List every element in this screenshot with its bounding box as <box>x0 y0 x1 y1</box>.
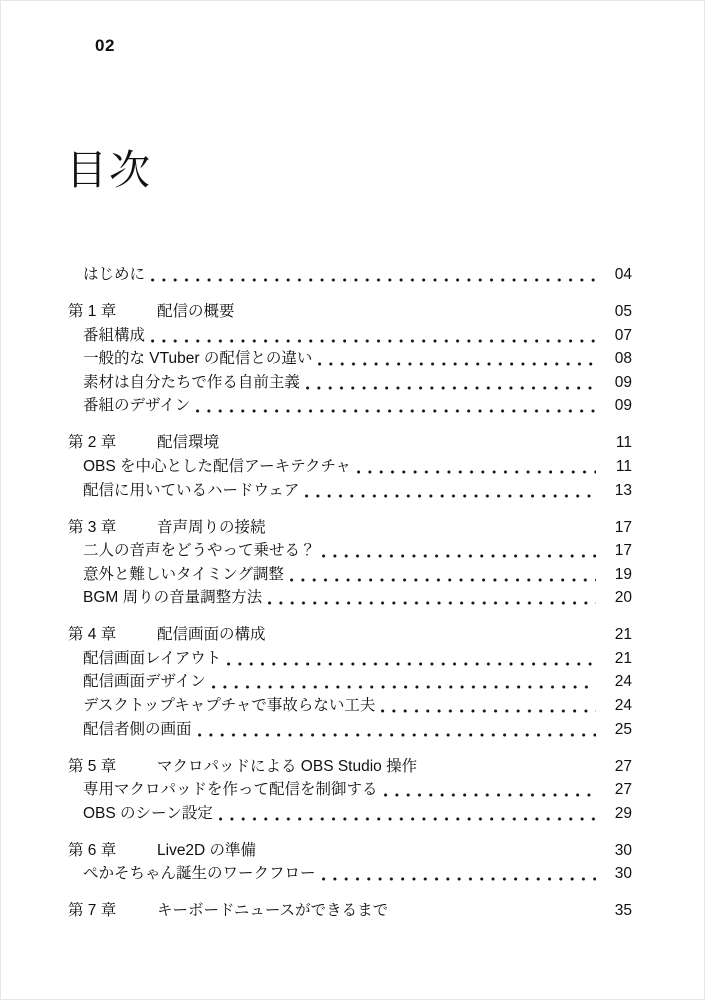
toc-entry-label: OBS のシーン設定 <box>83 804 213 822</box>
toc-chapter-number: 第 1 章 <box>68 302 117 320</box>
toc-row <box>68 539 632 563</box>
toc-entry-label: 配信画面の構成 <box>157 626 266 644</box>
toc-entry-label: BGM 周りの音量調整方法 <box>83 589 263 607</box>
toc-entry-page: 11 <box>615 457 632 475</box>
dot-leader <box>290 563 596 587</box>
dot-leader <box>357 455 596 479</box>
dot-leader <box>151 263 596 287</box>
toc-row <box>68 862 632 886</box>
toc-entry-page: 09 <box>614 397 632 415</box>
toc-row <box>68 371 632 395</box>
toc-entry-label: 一般的な VTuber の配信との違い <box>83 350 313 368</box>
page-number: 02 <box>95 36 115 55</box>
toc-entry-label: 配信画面デザイン <box>83 673 206 691</box>
dot-leader <box>198 718 596 742</box>
toc-entry-label: 配信環境 <box>157 434 220 452</box>
toc-entry-label: ぺかそちゃん誕生のワークフロー <box>83 865 316 883</box>
toc-row <box>68 839 632 863</box>
dot-leader <box>318 347 596 371</box>
toc-row <box>68 431 632 455</box>
dot-leader <box>151 324 596 348</box>
toc-row <box>68 479 632 503</box>
toc-entry-page: 21 <box>614 649 632 667</box>
toc-entry-label: 素材は自分たちで作る自前主義 <box>83 373 300 391</box>
toc-row <box>68 718 632 742</box>
toc-entry-page: 25 <box>614 720 632 738</box>
dot-leader <box>322 862 596 886</box>
toc-row <box>68 623 632 647</box>
toc-entry-label: 音声周りの接続 <box>157 518 266 536</box>
table-of-contents <box>68 263 632 923</box>
toc-chapter-number: 第 4 章 <box>68 626 117 644</box>
toc-entry-label: 配信の概要 <box>157 302 235 320</box>
toc-row <box>68 455 632 479</box>
toc-entry-page: 30 <box>614 841 632 859</box>
toc-entry-label: 配信に用いているハードウェア <box>83 481 300 499</box>
toc-row <box>68 802 632 826</box>
toc-row <box>68 394 632 418</box>
toc-entry-page: 19 <box>614 565 632 583</box>
toc-row <box>68 516 632 540</box>
toc-row <box>68 778 632 802</box>
toc-entry-label: マクロパッドによる OBS Studio 操作 <box>157 757 418 775</box>
dot-leader <box>196 394 596 418</box>
dot-leader <box>306 371 596 395</box>
toc-entry-page: 24 <box>614 697 632 715</box>
toc-entry-label: 配信画面レイアウト <box>83 649 222 667</box>
toc-chapter-number: 第 5 章 <box>68 757 117 775</box>
toc-entry-page: 11 <box>615 434 632 452</box>
toc-chapter-number: 第 3 章 <box>68 518 117 536</box>
toc-row <box>68 586 632 610</box>
toc-entry-page: 27 <box>614 757 632 775</box>
toc-entry-page: 05 <box>614 302 632 320</box>
toc-entry-label: Live2D の準備 <box>157 841 257 859</box>
toc-entry-label: デスクトップキャプチャで事故らない工夫 <box>83 697 376 715</box>
toc-entry-page: 30 <box>614 865 632 883</box>
toc-row <box>68 347 632 371</box>
toc-chapter-number: 第 2 章 <box>68 434 117 452</box>
toc-entry-label: OBS を中心とした配信アーキテクチャ <box>83 457 351 475</box>
toc-entry-page: 08 <box>614 350 632 368</box>
toc-entry-page: 09 <box>614 373 632 391</box>
toc-row <box>68 647 632 671</box>
toc-entry-label: 二人の音声をどうやって乗せる？ <box>83 542 316 560</box>
toc-entry-label: キーボードニュースができるまで <box>157 902 389 920</box>
toc-chapter-number: 第 6 章 <box>68 841 117 859</box>
toc-row <box>68 670 632 694</box>
toc-row <box>68 300 632 324</box>
dot-leader <box>227 647 596 671</box>
dot-leader <box>268 586 596 610</box>
toc-entry-page: 17 <box>614 542 632 560</box>
toc-entry-page: 17 <box>614 518 632 536</box>
toc-entry-page: 24 <box>614 673 632 691</box>
dot-leader <box>219 802 596 826</box>
toc-row <box>68 563 632 587</box>
toc-entry-page: 29 <box>614 804 632 822</box>
dot-leader <box>384 778 596 802</box>
toc-entry-label: はじめに <box>83 266 146 283</box>
dot-leader <box>212 670 596 694</box>
toc-entry-page: 27 <box>614 781 632 799</box>
toc-chapter-number: 第 7 章 <box>68 902 117 920</box>
toc-entry-page: 35 <box>614 902 632 920</box>
dot-leader <box>305 479 596 503</box>
toc-row <box>68 694 632 718</box>
toc-row <box>68 755 632 779</box>
toc-entry-page: 13 <box>614 481 632 499</box>
toc-row <box>68 263 632 287</box>
toc-entry-label: 配信者側の画面 <box>83 720 192 738</box>
toc-row <box>68 899 632 923</box>
toc-entry-label: 意外と難しいタイミング調整 <box>83 565 284 583</box>
dot-leader <box>322 539 596 563</box>
page-title: 目次 <box>66 147 152 193</box>
toc-entry-label: 番組のデザイン <box>83 397 191 415</box>
toc-entry-label: 番組構成 <box>83 326 146 344</box>
toc-entry-page: 07 <box>614 326 632 344</box>
toc-entry-page: 04 <box>614 266 632 283</box>
toc-entry-page: 20 <box>614 589 632 607</box>
dot-leader <box>381 694 596 718</box>
toc-row <box>68 324 632 348</box>
toc-entry-label: 専用マクロパッドを作って配信を制御する <box>83 781 378 799</box>
toc-entry-page: 21 <box>614 626 632 644</box>
